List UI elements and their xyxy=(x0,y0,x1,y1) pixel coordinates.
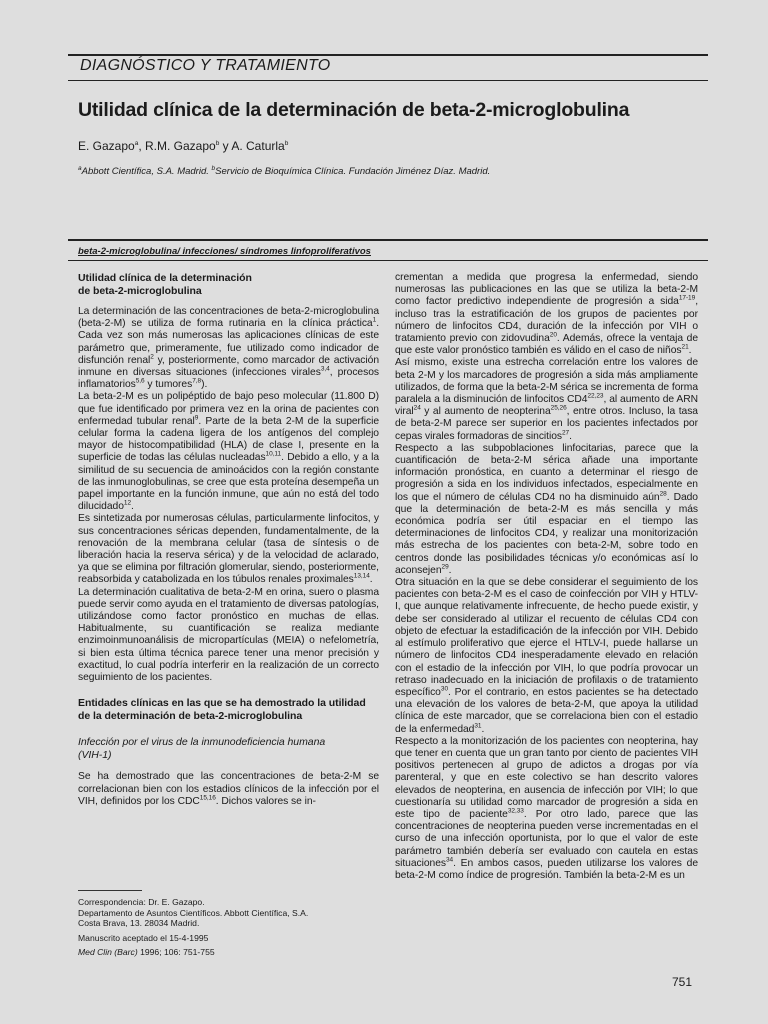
right-column xyxy=(395,272,698,882)
left-column xyxy=(78,272,379,808)
citation xyxy=(78,947,378,958)
footnote-divider xyxy=(78,890,142,891)
journal-name: Med Clin (Barc) xyxy=(78,947,138,958)
paragraph: crementan a medida que progresa la enfermedad, siendo numerosas las publicaciones en las que se utiliza la beta-2-M como factor predictivo independiente de progresión a sida$^{17-19}$, incluso tras la estratificación de los grupos de pacientes por número de linfocitos CD4, duración de la infección por VIH o tratamiento previo con zidovudina$^{20}$. Además, ofrece la ventaja de que este valor pronóstico también es válido en el caso de niños$^{21}$. xyxy=(395,272,698,357)
affiliations: $^a$Abbott Científica, S.A. Madrid. $^b$Servicio de Bioquímica Clínica. Fundación Jiménez Díaz. Madrid. xyxy=(78,164,491,177)
department: Departamento de Asuntos Científicos. Abbott Científica, S.A. xyxy=(78,907,309,918)
article-title: Utilidad clínica de la determinación de beta-2-microglobulina xyxy=(78,99,630,121)
paragraph: La determinación de las concentraciones de beta-2-microglobulina (beta-2-M) se utiliza de forma rutinaria en la clínica práctica$^1$. Cada vez son más numerosas las aplicaciones clínicas de este parámetro que, primeramente, fue utilizado como indicador de disfunción renal$^2$ y, posteriormente, como marcador de activación inmune en diversas situaciones (infecciones virales$^{3,4}$, procesos inflamatorios$^{5,6}$ y tumores$^{7,8}$). xyxy=(78,306,379,391)
paragraph: Otra situación en la que se debe considerar el seguimiento de los pacientes con beta-2-M es el caso de coinfección por VIH y HTLV-I, que aunque relativamente infrecuente, de hecho puede existir, y debe ser considerado al utilizar el recuento de células CD4 con objeto de efectuar la estadificación de la infección por VIH. Debido al estímulo proliferativo que ejerce el HTLV-I, puede hallarse un número de linfocitos CD4 inesperadamente elevado en relación con el estadio de la infección por VIH, lo que podría provocar un retraso inadecuado en la iniciación de profilaxis o de tratamiento específico$^{30}$. Por el contrario, en estos pacientes se ha detectado una elevación de los valores de beta-2-M, que apoya la utilidad clínica de este marcador, que se correlaciona bien con el estadio de la enfermedad$^{31}$. xyxy=(395,577,698,735)
author: A. Caturla$^b$ xyxy=(231,139,289,153)
paragraph: La beta-2-M es un polipéptido de bajo peso molecular (11.800 D) que fue identificado por primera vez en la orina de pacientes con enfermedad tubular renal$^9$. Parte de la beta 2-M de la superficie celular forma la cadena ligera de los antígenos del complejo mayor de histocompatibilidad (HLA) de clase I, presente en la superficie de todas las células nucleadas$^{10,11}$. Debido a ello, y a la similitud de su secuencia de aminoácidos con la región constante de las inmunoglobulinas, se cree que esta proteína desempeña un papel importante en la función inmune, que aún no está del todo dilucidado$^{12}$. xyxy=(78,391,380,513)
citation-details: 1996; 106: 751-755 xyxy=(137,947,215,958)
divider xyxy=(68,239,708,241)
accepted-date: Manuscrito aceptado el 15-4-1995 xyxy=(78,932,209,943)
address: Costa Brava, 13. 28034 Madrid. xyxy=(78,918,200,929)
section-header xyxy=(68,54,708,81)
author: E. Gazapo$^a$, xyxy=(78,139,145,153)
section-heading: Utilidad clínica de la determinación de beta-2-microglobulina xyxy=(78,272,252,297)
paragraph: Respecto a la monitorización de los pacientes con neopterina, hay que tener en cuenta que un gran tanto por ciento de pacientes VIH positivos pertenecen al grupo de adictos a drogas por vía parenteral, y que en este colectivo se han descrito valores elevados de neopterina, en ausencia de infección por VIH; lo que cuestionaría su utilidad como marcador de progresión a sida en este tipo de paciente$^{32,33}$. Por otro lado, parece que las concentraciones de neopterina pueden verse incrementadas en el curso de una infección oportunista, por lo que el valor de este parámetro también debería ser evaluado con cautela en estas situaciones$^{34}$. En ambos casos, pueden utilizarse los valores de beta-2-M como índice de progresión. También la beta-2-M es un xyxy=(395,735,698,881)
divider xyxy=(68,260,708,261)
author-list xyxy=(78,139,288,153)
paragraph: Así mismo, existe una estrecha correlación entre los valores de beta 2-M y los marcadores de progresión a sida más ampliamente utilizados, de forma que la beta-2-M sérica se incrementa de forma paralela a la disminución de linfocitos CD4$^{22,23}$, al aumento de ARN viral$^{24}$ y al aumento de neopterina$^{25,26}$, entre otros. Incluso, la tasa de beta-2-M parece ser superior en los pacientes infectados por cepas virales formadoras de sincitios$^{27}$. xyxy=(395,357,698,442)
footnotes xyxy=(78,897,378,958)
paragraph: Se ha demostrado que las concentraciones de beta-2-M se correlacionan bien con los estadios clínicos de la infección por el VIH, definidos por los CDC$^{15,16}$. Dichos valores se in- xyxy=(78,771,379,807)
section-heading: Entidades clínicas en las que se ha demostrado la utilidad de la determinación de beta-2-microglobulina xyxy=(78,697,366,722)
paragraph: Es sintetizada por numerosas células, particularmente linfocitos, y sus concentraciones séricas dependen, fundamentalmente, de la renovación de la membrana celular (tasa de síntesis o de liberación hacia la reserva sérica) y de la velocidad de aclarado, ya que se elimina por filtración glomerular, siendo, posteriormente, reabsorbida y catabolizada en los túbulos renales proximales$^{13,14}$. xyxy=(78,513,379,586)
section-label: DIAGNÓSTICO Y TRATAMIENTO xyxy=(80,57,331,74)
correspondence: Correspondencia: Dr. E. Gazapo. xyxy=(78,897,205,907)
author: R.M. Gazapo$^b$ y xyxy=(145,139,232,153)
subsection-heading: Infección por el virus de la inmunodeficiencia humana (VIH-1) xyxy=(78,736,326,761)
page-number: 751 xyxy=(672,975,693,989)
keywords-line: beta-2-microglobulina/ infecciones/ síndromes linfoproliferativos xyxy=(78,246,371,257)
paragraph: Respecto a las subpoblaciones linfocitarias, parece que la cuantificación de beta-2-M sérica añade una importante información pronóstica, en cuanto a determinar el riesgo de progresión a sida en los individuos infectados, especialmente en los que el número de células CD4 no ha disminuido aún$^{28}$. Dado que la determinación de beta-2-M es más sencilla y más económica podría ser útil espaciar en el tiempo las determinaciones de linfocitos CD4, y realizar una monitorización más estrecha de los pacientes con beta-2-M, sobre todo en centros donde las posibilidades técnicas y/o económicas así lo aconsejen$^{29}$. xyxy=(395,442,698,576)
paragraph: La determinación cualitativa de beta-2-M en orina, suero o plasma puede servir como ayuda en el tratamiento de diversas patologías, utilizándose como factor pronóstico en muchas de ellas. Habitualmente, su cuantificación se realiza mediante enzimoinmunoanálisis de micropartículas (MEIA) o nefelometría, si bien esta última técnica parece tener una menor precisión y exactitud, lo cual podría interferir en la realización de un correcto seguimiento de los pacientes. xyxy=(78,586,379,684)
